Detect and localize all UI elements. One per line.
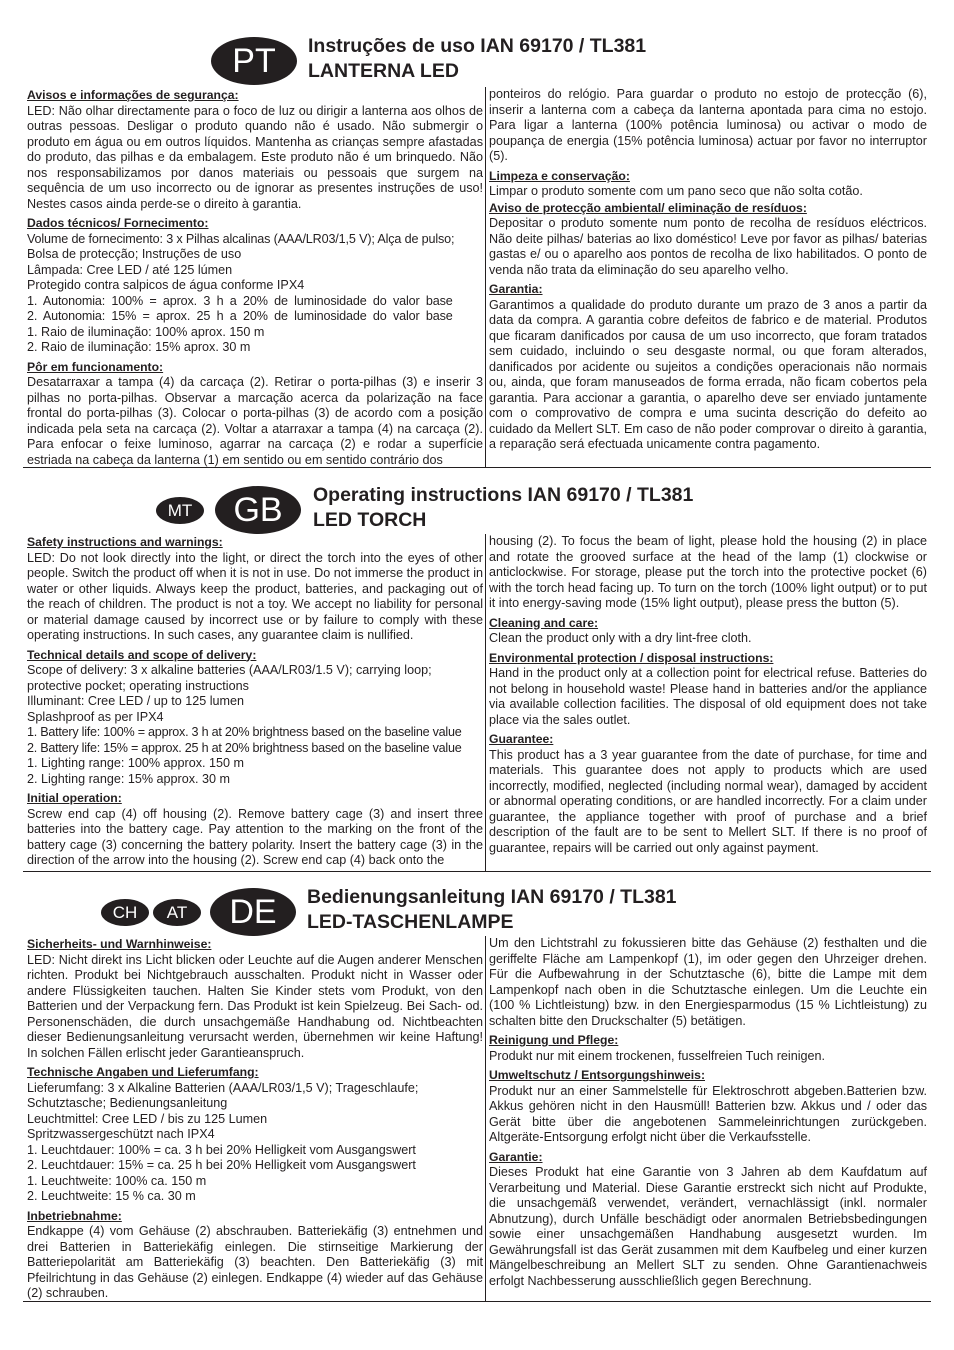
gb-tech-line: Splashproof as per IPX4 [27, 709, 164, 724]
pt-environment-heading: Aviso de protecção ambiental/ eliminação de resíduos: [489, 200, 807, 215]
pt-tech-line: 1. Raio de iluminação: 100% aprox. 150 m [27, 324, 265, 339]
gb-cleaning-heading: Cleaning and care: [489, 615, 599, 630]
gb-initial-heading: Initial operation: [27, 791, 122, 805]
pt-initial-text: Desatarraxar a tampa (4) da carcaça (2). Retirar o porta-pilhas (3) e inserir 3 pilhas no porta-pilhas. Observar a marcação acerca da polarização na face frontal do porta-pilhas (3). Colocar o porta-pilhas (3) de acordo com a posição indicada pela seta na carcaça (2). Voltar a atarraxar a tampa (4) na carcaça (2). Para enfocar o feixe luminoso, agarrar na carcaça (2) e rodar a superfície estriada na cabeça da lanterna (1) em sentido ou em sentido contrário dos [27, 375, 483, 467]
pt-initial-heading: Pôr em funcionamento: [27, 359, 164, 374]
de-tech-line: Leuchtmittel: Cree LED / bis zu 125 Lumen [27, 1111, 268, 1126]
pt-tech-line: Volume de fornecimento: 3 x Pilhas alcalinas (AAA/LR03/1,5 V); Alça de pulso; [27, 231, 455, 246]
de-guarantee-text: Dieses Produkt hat eine Garantie von 3 Jahren ab dem Kaufdatum auf Verarbeitung und Material. Diese Garantie erstreckt sich nicht auf Produkte, die unsachgemäß verwendet, verändert, vernachlässigt (inkl. normaler Abnutzung), durch Unfälle beschädigt oder anormalen Betriebsbedingungen sowie einer unsachgemäßen Handhabung ausgesetzt wurden. Im Gewährungsfall ist das Gerät zusammen mit dem Kaufbeleg und einer kurzen Mängelbeschreibung an Mellert SLT zu senden. Ohne Garantienachweis erfolgt Nachbesserung ausschließlich gegen Berechnung. [489, 1165, 927, 1288]
gb-column-divider [485, 534, 486, 871]
gb-language-badge: GB [215, 486, 301, 534]
de-initial-text-cont: Um den Lichtstrahl zu fokussieren bitte das Gehäuse (2) festhalten und die geriffelte Fläche am Lampenkopf (1), im oder gegen den Uhrzeiger drehen. Für die Aufbewahrung in der Schutztasche (6), bitte die Lampe mit dem Lampenkopf nach oben in die Schutztasche einlegen. Um die Leuchte ein (100 % Lichtleistung) bzw. in den Energiesparmodus (15 % Lichtleistung) zu schalten bitte den Druckschalter (5) betätigen. [489, 936, 927, 1028]
de-left-column [27, 936, 483, 1302]
de-title [307, 885, 677, 935]
pt-tech-line: Lâmpada: Cree LED / até 125 lúmen [27, 262, 233, 277]
pt-title-line2: LANTERNA LED [308, 60, 459, 82]
de-safety-heading: Sicherheits- und Warnhinweise: [27, 937, 212, 951]
de-tech-line: Lieferumfang: 3 x Alkaline Batterien (AAA/LR03/1,5 V); Trageschlaufe; [27, 1080, 419, 1095]
at-language-badge: AT [153, 899, 201, 926]
ch-language-badge: CH [101, 899, 149, 926]
pt-title [308, 34, 646, 84]
de-tech-line: Schutztasche; Bedienungsanleitung [27, 1096, 228, 1110]
gb-left-column [27, 534, 483, 869]
pt-bottom-rule [23, 467, 931, 468]
pt-cleaning-text: Limpar o produto somente com um pano seco que não solta cotão. [489, 184, 863, 198]
gb-tech-line: 1. Battery life: 100% = approx. 3 h at 20% brightness based on the baseline value [27, 725, 462, 739]
gb-environment-heading: Environmental protection / disposal instructions: [489, 650, 774, 665]
pt-column-divider [485, 87, 486, 467]
pt-tech-line: 1. Autonomia: 100% = aprox. 3 h a 20% de luminosidade do valor base [27, 293, 453, 308]
pt-tech-line: 2. Raio de iluminação: 15% aprox. 30 m [27, 340, 251, 354]
de-initial-heading: Inbetriebnahme: [27, 1208, 122, 1223]
de-title-line2: LED-TASCHENLAMPE [307, 911, 514, 933]
gb-title-line2: LED TORCH [313, 509, 427, 531]
gb-tech-line: Scope of delivery: 3 x alkaline batteries (AAA/LR03/1.5 V); carrying loop; [27, 663, 432, 677]
de-safety-text: LED: Nicht direkt ins Licht blicken oder Leuchte auf die Augen anderer Menschen richten. Produkt bei Nichtgebrauch ausschalten. Produkt nicht in Wasser oder andere Flüssigkeiten tauchen. Halten Sie Kinder stets vom Produkt, von den Batterien und der Verpackung fern. Das Produkt ist kein Spielzeug. Bei Sach- od. Personenschäden, die durch unsachgemäße Handhabung od. Nichtbeachten dieser Bedienungsanleitung verursacht werden, übernehmen wir keine Haftung! In solchen Fällen erlischt jeder Garantieanspruch. [27, 952, 483, 1060]
gb-safety-heading: Safety instructions and warnings: [27, 535, 223, 549]
pt-right-column [489, 87, 927, 453]
pt-safety-heading: Avisos e informações de segurança: [27, 88, 239, 102]
de-body [23, 936, 931, 1301]
de-initial-text: Endkappe (4) vom Gehäuse (2) abschrauben. Batteriekäfig (3) entnehmen und drei Batterien in Batteriekäfig einlegen. Die stirnseitige Markierung der Batteriepolarität am Batteriekäfig (3) beachten. Den Batteriekäfig (3) mit Pfeilrichtung in das Gehäuse (2) einlegen. Endkappe (4) wieder auf das Gehäuse (2) schrauben. [27, 1224, 483, 1300]
pt-environment-text: Depositar o produto somente num ponto de recolha de resíduos eléctricos. Não deite pilhas/ baterias ao lixo doméstico! Leve por favor as pilhas/ baterias gastas e/ ou o aparelho aos pontos de recolha de lixo habilitados. O ponto de venda não trata da eliminação do seu aparelho velho. [489, 216, 927, 277]
gb-title-line1: Operating instructions IAN 69170 / TL381 [313, 484, 694, 506]
gb-initial-text-cont: housing (2). To focus the beam of light, please hold the housing (2) in place and rotate the grooved surface at the head of the lamp (1) clockwise or anticlockwise. For storage, please put the torch into the protective pocket (6) with the torch head facing up. To turn on the torch (100% light output) or to put it into energy-saving mode (15% light output), please press the button (5). [489, 534, 927, 610]
gb-initial-text: Screw end cap (4) off housing (2). Remove battery cage (3) and insert three batteries into the battery cage. Pay attention to the marking on the front of the battery cage (3) concerning the battery polarity. Insert the battery cage (3) in the direction of the arrow into the housing (2). Screw end cap (4) back onto the [27, 806, 483, 867]
mt-language-badge: MT [156, 497, 204, 524]
gb-tech-line: Illuminant: Cree LED / up to 125 lumen [27, 694, 245, 708]
gb-body [23, 534, 931, 871]
pt-header [0, 34, 954, 94]
de-column-divider [485, 936, 486, 1301]
pt-tech-line: 2. Autonomia: 15% = aprox. 25 h a 20% de luminosidade do valor base [27, 309, 453, 323]
de-right-column [489, 936, 927, 1289]
gb-bottom-rule [23, 871, 931, 872]
gb-tech-line: protective pocket; operating instructions [27, 678, 249, 693]
gb-tech-line: 2. Lighting range: 15% approx. 30 m [27, 771, 231, 786]
pt-title-line1: Instruções de uso IAN 69170 / TL381 [308, 35, 647, 57]
de-cleaning-heading: Reinigung und Pflege: [489, 1033, 619, 1047]
de-language-badge: DE [210, 888, 296, 936]
pt-body [23, 87, 931, 467]
pt-left-column [27, 87, 483, 468]
de-tech-line: Spritzwassergeschützt nach IPX4 [27, 1127, 215, 1141]
pt-tech-line: Bolsa de protecção; Instruções de uso [27, 247, 242, 261]
pt-guarantee-heading: Garantia: [489, 282, 543, 296]
gb-guarantee-heading: Guarantee: [489, 732, 554, 746]
pt-cleaning-heading: Limpeza e conservação: [489, 168, 630, 183]
gb-tech-heading: Technical details and scope of delivery: [27, 647, 257, 662]
gb-tech-line: 2. Battery life: 15% = approx. 25 h at 20% brightness based on the baseline value [27, 740, 462, 755]
pt-tech-heading: Dados técnicos/ Fornecimento: [27, 216, 209, 230]
gb-cleaning-text: Clean the product only with a dry lint-free cloth. [489, 631, 752, 645]
gb-guarantee-text: This product has a 3 year guarantee from the date of purchase, for time and materials. This guarantee does not apply to products which are used incorrectly, modified, neglected (including normal wear), damaged by accident or abnormal operating conditions, or are handled incorrectly. For a claim under guarantee, the appliance together with proof of purchase and a brief description of the fault are to be sent to Mellert SLT. If there is no proof of guarantee, repairs will be carried out only against payment. [489, 747, 927, 855]
de-environment-text: Produkt nur an einer Sammelstelle für Elektroschrott abgeben.Batterien bzw. Akkus gehören nicht in den Hausmüll! Batterien bzw. Akkus und / oder das Gerät bitte über die angebotenen Sammeleinrichtungen zurückgeben. Altgeräte-Entsorgung erfolgt nicht über die Verkaufsstelle. [489, 1083, 927, 1144]
gb-right-column [489, 534, 927, 856]
pt-initial-text-cont: ponteiros do relógio. Para guardar o produto no estojo de protecção (6), inserir a lanterna com a cabeça da lanterna apontada para cima no estojo. Para ligar a lanterna (100% potência luminosa) ou activar o modo de poupança de energia (15% potência luminosa) actuar por favor no interruptor (5). [489, 87, 927, 163]
de-bottom-rule [23, 1301, 931, 1302]
pt-language-badge: PT [211, 37, 297, 85]
de-tech-heading: Technische Angaben und Lieferumfang: [27, 1065, 259, 1079]
pt-tech-line: Protegido contra salpicos de água conforme IPX4 [27, 278, 305, 292]
gb-safety-text: LED: Do not look directly into the light, or direct the torch into the eyes of other people. Switch the product off when it is not in use. Do not immerse the product in water or other liquids. Always keep the product, batteries, and packaging out of the reach of children. The product is not a toy. We accept no liability for personal or material damage caused by incorrect use or by failure to comply with these operating instructions. In such cases, any guarantee claim is nullified. [27, 550, 483, 642]
gb-tech-line: 1. Lighting range: 100% approx. 150 m [27, 756, 245, 770]
gb-title [313, 483, 693, 533]
de-tech-line: 2. Leuchtweite: 15 % ca. 30 m [27, 1189, 196, 1203]
pt-safety-text: LED: Não olhar directamente para o foco de luz ou dirigir a lanterna aos olhos de outras pessoas. Desligar o produto quando não é usado. Não submergir o produto em água ou em outros líquidos. Mantenha as crianças sempre afastadas do produto, das pilhas e da embalagem. Este produto não é um brinquedo. Não nos responsabilizamos por danos materiais ou pessoais que surgem na sequência de um uso incorrecto ou de ignorar as presentes instruções de uso! Nestes casos ainda perde-se o direito à garantia. [27, 103, 483, 211]
de-tech-line: 2. Leuchtdauer: 15% = ca. 25 h bei 20% Helligkeit vom Ausgangswert [27, 1158, 416, 1172]
de-guarantee-heading: Garantie: [489, 1149, 543, 1164]
de-environment-heading: Umweltschutz / Entsorgungshinweis: [489, 1068, 706, 1082]
de-tech-line: 1. Leuchtweite: 100% ca. 150 m [27, 1173, 207, 1188]
pt-guarantee-text: Garantimos a qualidade do produto durante um prazo de 3 anos a partir da data da compra. A garantia cobre defeitos de fabrico e de material. Produtos que ficaram danificados por causa de um uso incorrecto, que foram tratados sem cuidado, incluindo o seu desgaste normal, ou que foram alterados, danificados por acidente ou sujeitos a condições operacionais não normais ou, ainda, que foram manuseados de forma errada, não ficam cobertos pela garantia. Para accionar a garantia, o aparelho deve ser enviado juntamente com o comprovativo de compra e uma sucinta descrição do defeito ao cuidado da Mellert SLT. Em caso de não poder comprovar o direito à garantia, a reparação será efectuada unicamente contra pagamento. [489, 297, 927, 451]
de-tech-line: 1. Leuchtdauer: 100% = ca. 3 h bei 20% Helligkeit vom Ausgangswert [27, 1142, 416, 1157]
de-title-line1: Bedienungsanleitung IAN 69170 / TL381 [307, 886, 677, 908]
gb-environment-text: Hand in the product only at a collection point for electrical refuse. Batteries do not belong in household waste! Please hand in batteries and/or the appliance via available collection facilities. The disposal of old equipment does not take place via the sales outlet. [489, 666, 927, 727]
de-cleaning-text: Produkt nur mit einem trockenen, fusselfreien Tuch reinigen. [489, 1048, 826, 1063]
